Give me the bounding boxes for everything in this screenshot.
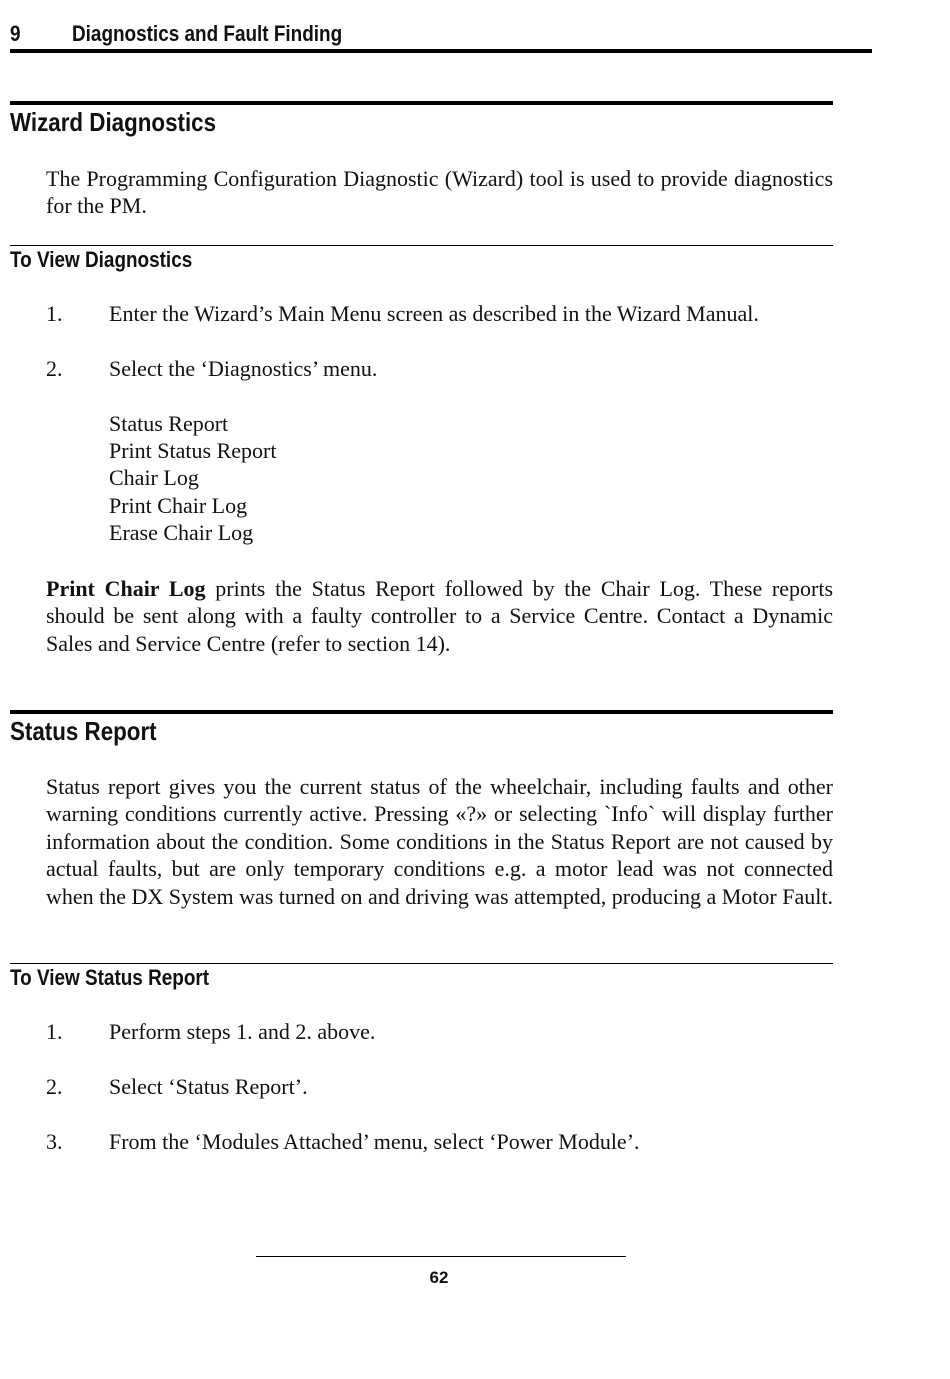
diagnostics-menu-list [109,410,276,546]
heading-status-report: Status Report [10,716,157,746]
wizard-intro-paragraph: The Programming Configuration Diagnostic (Wizard) tool is used to provide diagnostics for the PM. [46,166,833,219]
menu-item-erase-chair-log: Erase Chair Log [109,519,254,545]
heading-wizard-diagnostics: Wizard Diagnostics [10,107,217,137]
subsection-divider [10,963,833,964]
heading-to-view-diagnostics: To View Diagnostics [10,247,193,272]
step-text: Enter the Wizard’s Main Menu screen as described in the Wizard Manual. [109,301,759,326]
menu-item-status-report: Status Report [109,411,229,436]
page-number: 62 [429,1268,449,1287]
heading-to-view-status-report: To View Status Report [10,965,210,990]
step-text: Select the ‘Diagnostics’ menu. [109,356,378,381]
section-title: Diagnostics and Fault Finding [72,21,343,46]
menu-item-print-status-report: Print Status Report [109,438,277,464]
step-text: From the ‘Modules Attached’ menu, select ‘Power Module’. [109,1129,640,1154]
print-chair-log-note [46,575,833,657]
running-header [10,19,872,53]
section-divider [10,710,833,714]
step-number: 3. [46,1129,63,1154]
section-number: 9 [10,21,21,46]
menu-item-print-chair-log: Print Chair Log [109,492,248,518]
step-number: 1. [46,1019,63,1044]
section-divider [10,101,833,105]
menu-item-chair-log: Chair Log [109,465,199,491]
note-bold-term: Print Chair Log [46,576,206,601]
step-text: Perform steps 1. and 2. above. [109,1019,376,1044]
step-number: 2. [46,1074,63,1099]
subsection-divider [10,245,833,246]
step-number: 1. [46,301,63,326]
note-text: prints the Status Report followed by the Chair Log. These reports should be sent along with a faulty controller to a Service Centre. Contact a Dynamic Sales and Service Centre (refer to section 14). [46,576,834,656]
footer-rule [256,1256,626,1257]
step-text: Select ‘Status Report’. [109,1074,308,1099]
step-number: 2. [46,356,63,381]
status-report-paragraph: Status report gives you the current status of the wheelchair, including faults and other warning conditions currently active. Pressing «?» or selecting `Info` will display further information about the condition. Some conditions in the Status Report are not caused by actual faults, but are only temporary conditions e.g. a motor lead was not connected when the DX System was turned on and driving was attempted, producing a Motor Fault. [46,774,833,909]
